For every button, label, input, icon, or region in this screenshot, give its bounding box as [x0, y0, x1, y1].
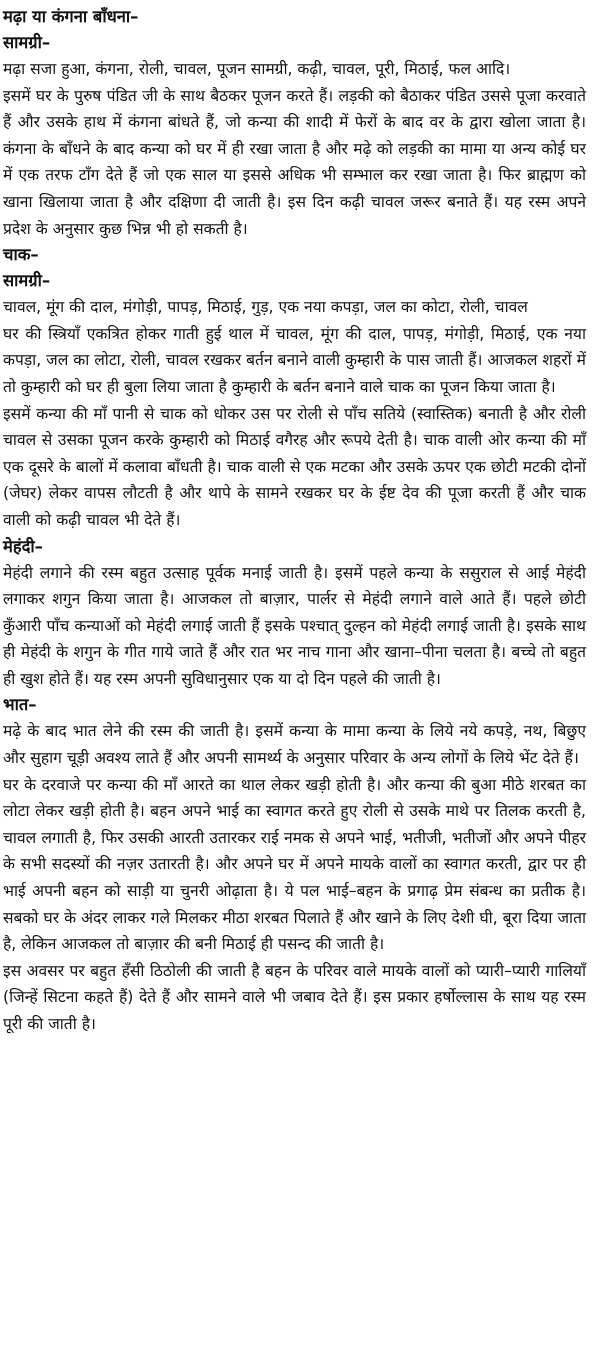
materials-heading-madha: सामग्री– — [3, 33, 51, 52]
materials-heading-chaak: सामग्री– — [3, 271, 51, 291]
paragraph-bhaat-1: मढ़े के बाद भात लेने की रस्म की जाती है। इसमें कन्या के मामा कन्या के लिये नये कपड़े, नथ, बिछुए और सुहाग चूड़ी अवश्य लाते हैं और अपनी सामर्थ्य के अनुसार परिवार के अन्य लोगों के लिये भेंट देते हैं। — [3, 722, 586, 768]
paragraph-chaak-ritual-1: घर की स्त्रियाँ एकत्रित होकर गाती हुई थाल में चावल, मूंग की दाल, पापड़, मंगोड़ी, मिठाई, एक नया कपड़ा, जल का लोटा, रोली, चावल रखकर बर्तन बनाने वाली कुम्हारी के पास जाती हैं। आजकल शहरों में तो कुम्हारी को घर ही बुला लिया जाता है कुम्हारी के बर्तन बनाने वाले चाक का पूजन किया जाता है। — [3, 324, 586, 396]
paragraph-chaak-ritual-2: इसमें कन्या की माँ पानी से चाक को धोकर उस पर रोली से पाँच सतिये (स्वास्तिक) बनाती है और रोली चावल से उसका पूजन करके कुम्हारी को मिठाई वगैरह और रूपये देती है। चाक वाली ओर कन्या की माँ एक दूसरे के बालों में कलावा बाँधती है। चाक वाली से एक मटका और उसके ऊपर एक छोटी मटकी दोनों (जेघर) लेकर वापस लौटती है और थापे के सामने रखकर घर के ईष्ट देव की पूजा करती हैं और चाक वाली को कढ़ी चावल भी देते हैं। — [3, 404, 586, 529]
paragraph-madha-ritual: इसमें घर के पुरुष पंडित जी के साथ बैठकर पूजन करते हैं। लड़की को बैठाकर पंडित उससे पूजा करवाते हैं और उसके हाथ में कंगना बांधते हैं, जो कन्या की शादी में फेरों के बाद वर के द्वारा खोला जाता है। कंगना के बाँधने के बाद कन्या को घर में ही रखा जाता है और मढ़े को लड़की का मामा या अन्य कोई घर में एक तरफ टाँग देते हैं जो एक साल या इससे अधिक भी सम्भाल कर रखा जाता है। फिर ब्राह्मण को खाना खिलाया जाता है और दक्षिणा दी जाती है। इस दिन कढ़ी चावल जरूर बनाते हैं। यह रस्म अपने प्रदेश के अनुसार कुछ भिन्न भी हो सकती है। — [3, 86, 586, 238]
section-heading-mehndi: मेहंदी– — [3, 536, 43, 556]
paragraph-madha-materials: मढ़ा सजा हुआ, कंगना, रोली, चावल, पूजन सामग्री, कढ़ी, चावल, पूरी, मिठाई, फल आदि। — [3, 60, 511, 78]
paragraph-chaak-materials: चावल, मूंग की दाल, मंगोड़ी, पापड़, मिठाई, गुड़, एक नया कपड़ा, जल का कोटा, रोली, चावल — [3, 298, 528, 317]
paragraph-mehndi: मेहंदी लगाने की रस्म बहुत उत्साह पूर्वक मनाई जाती है। इसमें पहले कन्या के ससुराल से आई मेहंदी लगाकर शगुन किया जाता है। आजकल तो बाज़ार, पार्लर से मेहंदी लगाने वाले आते हैं। पहले छोटी कुँआरी पाँच कन्याओं को मेहंदी लगाई जाती हैं इसके पश्चात् दुल्हन को मेहंदी लगाई जाती है। इसके साथ ही मेहंदी के शगुन के गीत गाये जाते हैं और रात भर नाच गाना और खाना–पीना चलता है। बच्चे तो बहुत ही खुश होते हैं। यह रस्म अपनी सुविधानुसार एक या दो दिन पहले की जाती है। — [3, 563, 586, 688]
section-heading-chaak: चाक– — [3, 245, 39, 265]
section-heading-madha: मढ़ा या कंगना बाँधना– — [3, 7, 139, 26]
paragraph-bhaat-2: घर के दरवाजे पर कन्या की माँ आरते का थाल लेकर खड़ी होती है। और कन्या की बुआ मीठे शरबत का लोटा लेकर खड़ी होती है। बहन अपने भाई का स्वागत करते हुए रोली से उसके माथे पर तिलक करती है, चावल लगाती है, फिर उसकी आरती उतारकर राई नमक से अपने भाई, भतीजी, भतीजों और अपने पीहर के सभी सदस्यों की नज़र उतारती है। और अपने घर में अपने मायके वालों का स्वागत करती, द्वार पर ही भाई अपनी बहन को साड़ी या चुनरी ओढ़ाता है। ये पल भाई–बहन के प्रगाढ़ प्रेम संबन्ध का प्रतीक है। सबको घर के अंदर लाकर गले मिलकर मीठा शरबत पिलाते हैं और खाने के लिए देशी घी, बूरा दिया जाता है, लेकिन आजकल तो बाज़ार की बनी मिठाई ही पसन्द की जाती है। — [3, 775, 586, 954]
paragraph-bhaat-3: इस अवसर पर बहुत हँसी ठिठोली की जाती है बहन के परिवर वाले मायके वालों को प्यारी–प्यारी गालियाँ (जिन्हें सिटना कहते हैं) देते हैं और सामने वाले भी जबाव देते हैं। इस प्रकार हर्षोल्लास के साथ यह रस्म पूरी की जाती है। — [3, 961, 586, 1033]
section-heading-bhaat: भात– — [3, 695, 37, 715]
